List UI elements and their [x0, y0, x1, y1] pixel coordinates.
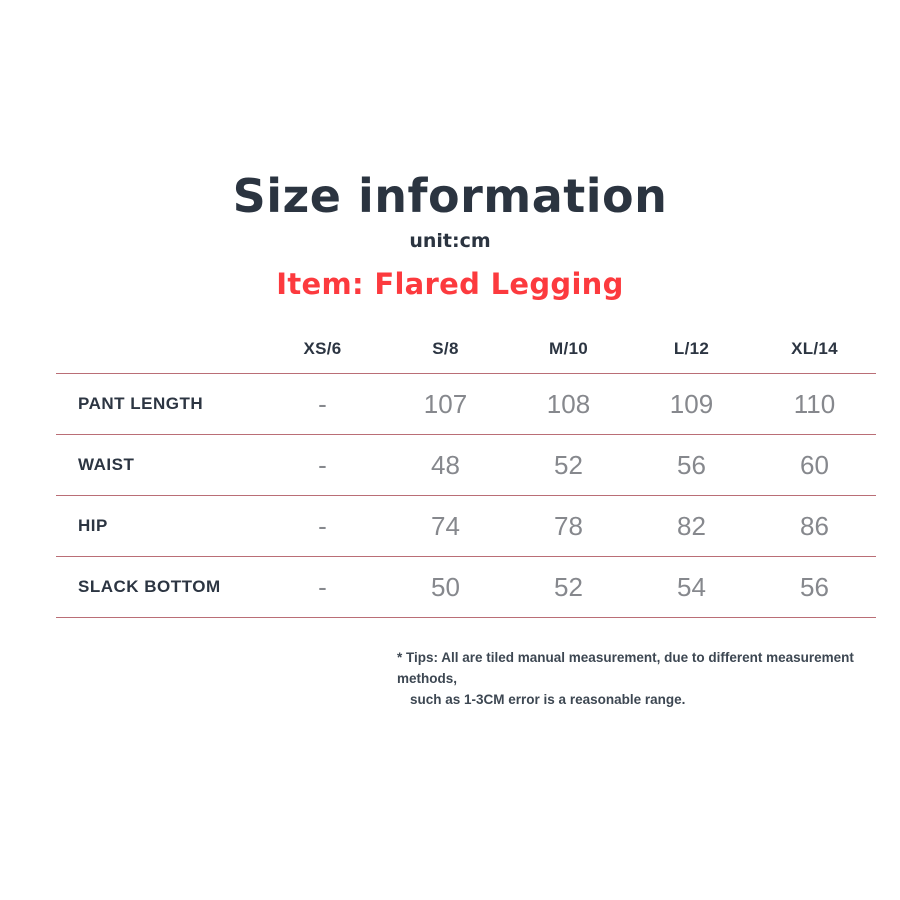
size-value-cell: 74 [431, 510, 460, 541]
page-title: Size information [232, 169, 668, 223]
size-value-cell: 82 [677, 510, 706, 541]
column-header-xl14: XL/14 [791, 339, 838, 359]
size-value-cell: - [318, 449, 327, 480]
size-value-cell: 108 [546, 388, 591, 419]
column-header-xs6: XS/6 [303, 339, 342, 359]
size-value-cell: 48 [431, 449, 460, 480]
row-label-cell: SLACK BOTTOM [78, 577, 221, 597]
row-label-cell: HIP [78, 516, 108, 536]
size-value-cell: 52 [554, 571, 583, 602]
size-value-cell: 56 [800, 571, 829, 602]
size-value-cell: 52 [554, 449, 583, 480]
table-row-pant-length [56, 374, 876, 435]
tips-line-2: such as 1-3CM error is a reasonable range. [410, 692, 686, 708]
unit-note: unit:cm [409, 230, 491, 253]
size-value-cell: 110 [793, 388, 836, 419]
size-value-cell: - [318, 510, 327, 541]
row-label-cell: PANT LENGTH [78, 394, 204, 414]
size-value-cell: 60 [800, 449, 829, 480]
column-header-label [56, 325, 261, 374]
size-value-cell: 107 [423, 388, 468, 419]
size-value-cell: - [318, 388, 327, 419]
table-header-row [56, 325, 876, 374]
column-header-l12: L/12 [673, 339, 710, 359]
tips-note [397, 648, 897, 711]
tips-line-1: * Tips: All are tiled manual measurement, due to different measurement methods, [397, 650, 854, 687]
size-table [56, 325, 876, 618]
column-header-m10: M/10 [549, 339, 588, 359]
table-row-slack-bottom [56, 557, 876, 618]
size-value-cell: 50 [431, 571, 460, 602]
size-value-cell: - [318, 571, 327, 602]
size-value-cell: 54 [677, 571, 706, 602]
column-header-s8: S/8 [432, 339, 459, 359]
size-value-cell: 86 [800, 510, 829, 541]
item-title: Item: Flared Legging [276, 267, 624, 302]
row-label-cell: WAIST [78, 455, 135, 475]
table-row-hip [56, 496, 876, 557]
size-value-cell: 56 [677, 449, 706, 480]
size-value-cell: 109 [669, 388, 714, 419]
table-row-waist [56, 435, 876, 496]
size-value-cell: 78 [554, 510, 583, 541]
